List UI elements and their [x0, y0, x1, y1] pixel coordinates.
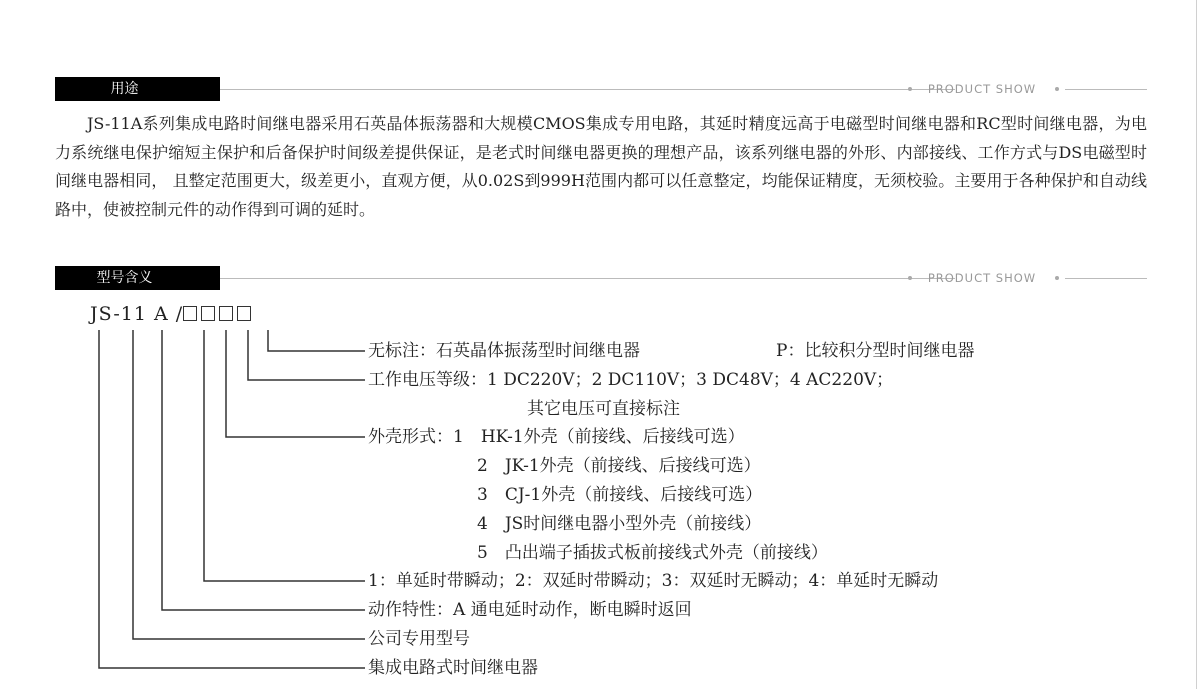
box4-meaning-b: P：比较积分型时间继电器 [776, 341, 975, 361]
box2-meaning-4: 4 JS时间继电器小型外壳（前接线） [477, 514, 762, 534]
product-show-label: PRODUCT SHOW [927, 271, 1037, 285]
tree-branch-box4 [268, 330, 365, 351]
box1-meaning: 1：单延时带瞬动；2：双延时带瞬动；3：双延时无瞬动；4：单延时无瞬动 [368, 571, 939, 591]
eleven-meaning: 公司专用型号 [368, 629, 470, 649]
tree-branch-box1 [204, 330, 365, 581]
box4-meaning-a: 无标注：石英晶体振荡型时间继电器 [368, 341, 640, 361]
model-code-prefix: JS-11 A / [90, 303, 184, 325]
tree-branch-11 [133, 330, 365, 639]
box2-meaning-1: 外壳形式：1 HK-1外壳（前接线、后接线可选） [368, 427, 745, 447]
a-meaning: 动作特性：A 通电延时动作，断电瞬时返回 [368, 600, 692, 620]
tree-branch-a [162, 330, 365, 610]
box2-meaning-5: 5 凸出端子插拔式板前接线式外壳（前接线） [477, 543, 828, 563]
model-tag: 型号含义 [55, 266, 220, 290]
usage-paragraph: JS-11A系列集成电路时间继电器采用石英晶体振荡器和大规模CMOS集成专用电路，其延时精度远高于电磁型时间继电器和RC型时间继电器，为电力系统继电保护缩短主保护和后备保护时间级差提供保证，是老式时间继电器更换的理想产品，该系列继电器的外形、内部接线、工作方式与DS电磁型时间继电器相同， 且整定范围更大，级差更小，直观方便，从0.02S到999H范围内都可以任意整定，均能保证精度，无须校验。主要用于各种保护和自动线路中，使被控制元件的动作得到可调的延时。 [55, 114, 1147, 219]
box2-meaning-2: 2 JK-1外壳（前接线、后接线可选） [477, 456, 761, 476]
tree-branch-box3 [248, 330, 365, 380]
tree-branch-box2 [226, 330, 365, 437]
js-meaning: 集成电路式时间继电器 [368, 658, 538, 678]
usage-tag: 用途 [55, 77, 220, 101]
box3-meaning: 工作电压等级：1 DC220V；2 DC110V；3 DC48V；4 AC220V； [368, 370, 894, 390]
box2-meaning-3: 3 CJ-1外壳（前接线、后接线可选） [477, 485, 763, 505]
box3-note: 其它电压可直接标注 [527, 399, 680, 419]
product-show-label: PRODUCT SHOW [927, 82, 1037, 96]
